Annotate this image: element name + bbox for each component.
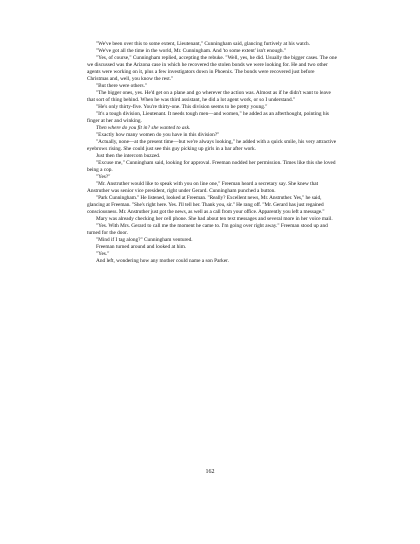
paragraph: "Yes?" (96, 173, 111, 180)
paragraph: "Mind if I tag along?" Cunningham ventured. (96, 236, 193, 243)
paragraph: "Yes. With Mrs. Gerard to call me the moment he came to. I'm going over right away." Freeman stood up and turned for the door. (87, 222, 328, 236)
paragraph: Just then the intercom buzzed. (96, 152, 161, 159)
paragraph: "Excuse me," Cunningham said, looking for approval. Freeman nodded her permission. Times like this she loved being a cop. (87, 159, 336, 173)
paragraph: "Park Cunningham." He listened, looked at Freeman. "Really? Excellent news, Mr. Anstruther. Yes," he said, glancing at Freeman. "She's right here. Yes. I'll tell her. Thank you, sir." He rang off. "Mr. Gerard has just regained consciousness. Mr. Anstruther just got the news, as well as a call from your office. Apparently you left a message." (87, 194, 325, 215)
paragraph: "Yes, of course," Cunningham replied, accepting the rebuke. "Well, yes, he did. Usually the bigger cases. The one we discussed was the Arizona case in which he recovered the stolen bonds we were looking for. He and two other agents were working on it, plus a few investigators down in Phoenix. The bonds were recovered just before Christmas and, well, you know the rest." (87, 54, 337, 82)
paragraph: "We've got all the time in the world, Mr. Cunningham. And 'to some extent' isn't enough." (96, 47, 286, 54)
paragraph: "He's only thirty-five. You're thirty-one. This division seems to be pretty young." (96, 103, 268, 110)
paragraph: "Exactly how many women do you have in this division?" (96, 131, 220, 138)
paragraph: Mary was already checking her cell phone. She had about ten text messages and several more in her voice mail. (96, 215, 333, 222)
paragraph: "We've been over this to some extent, Lieutenant," Cunningham said, glancing furtively at his watch. (96, 41, 311, 47)
italic-thought: Then where do you fit in? she wanted to ask. (96, 124, 191, 131)
paragraph: "The bigger ones, yes. He'd get on a plane and go wherever the action was. Almost as if he didn't want to leave that sort of thing behind. When he was third assistant, he did a lot agent work, or so I understand." (87, 89, 331, 103)
paragraph: "But there were others." (96, 82, 148, 89)
body-text (87, 41, 337, 265)
paragraph: "Mr. Anstruther would like to speak with you on line one," Freeman heard a secretary say. She knew that Anstruther was senior vice president, right under Gerard. Cunningham punched a button. (87, 180, 319, 194)
paragraph: "It's a tough division, Lieutenant. It needs tough men—and women," he added as an afterthought, pointing his finger at her and winking. (87, 110, 329, 124)
page-number: 162 (205, 469, 215, 475)
paragraph-italic (87, 125, 337, 132)
paragraph: And left, wondering how any mother could name a son Parker. (96, 257, 229, 264)
paragraph: "Actually, none—at the present time—but we're always looking," he added with a quick smile, his very attractive eyebrows rising. She could just see this guy picking up girls in a bar after work. (87, 138, 337, 152)
paragraph: Freeman turned around and looked at him. (96, 243, 187, 250)
paragraph: "Yes." (96, 250, 110, 257)
